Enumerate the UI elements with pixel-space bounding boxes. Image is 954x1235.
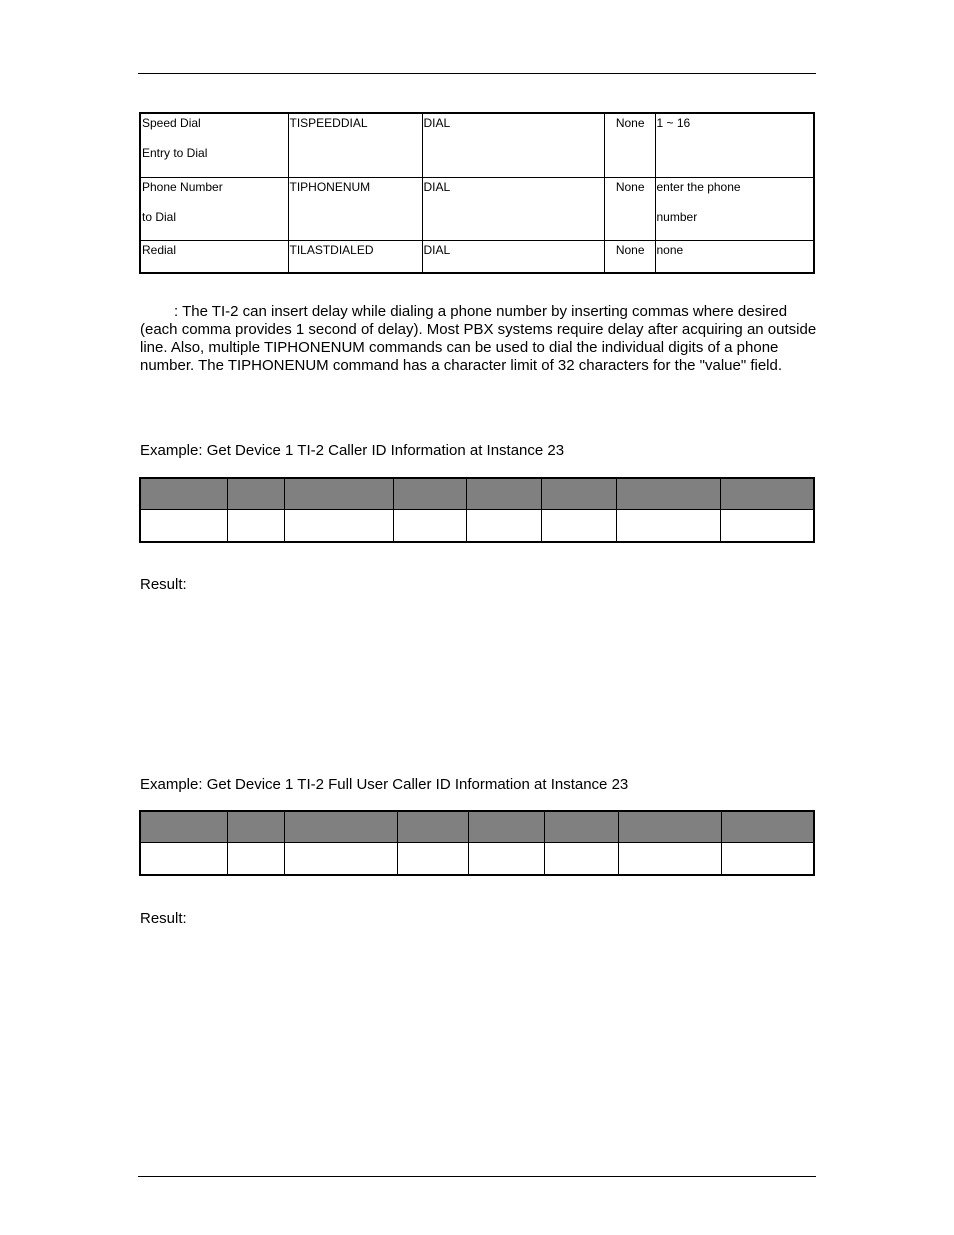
example2-result-label: Result: — [140, 910, 187, 927]
command-default-cell: None — [604, 113, 655, 177]
command-label-cell: Redial — [140, 240, 288, 273]
command-table — [139, 112, 815, 274]
grid-header-row — [140, 478, 814, 510]
command-name-cell: TISPEEDDIAL — [288, 113, 422, 177]
example2-command-grid — [139, 810, 815, 876]
command-name-cell: TILASTDIALED — [288, 240, 422, 273]
example2-caption: Example: Get Device 1 TI-2 Full User Caller ID Information at Instance 23 — [140, 776, 629, 793]
command-default-cell: None — [604, 240, 655, 273]
table-row — [140, 240, 814, 273]
grid-body-row — [140, 843, 814, 876]
example1-result-label: Result: — [140, 576, 187, 593]
command-type-cell: DIAL — [422, 240, 604, 273]
command-value-cell: none — [655, 240, 814, 273]
command-type-cell: DIAL — [422, 177, 604, 240]
command-value-cell: 1 ~ 16 — [655, 113, 814, 177]
grid-body-row — [140, 510, 814, 543]
command-label-cell: Phone Number to Dial — [140, 177, 288, 240]
command-type-cell: DIAL — [422, 113, 604, 177]
footer-rule — [138, 1176, 816, 1177]
command-label-cell: Speed Dial Entry to Dial — [140, 113, 288, 177]
command-value-cell: enter the phone number — [655, 177, 814, 240]
example1-caption: Example: Get Device 1 TI-2 Caller ID Information at Instance 23 — [140, 442, 565, 459]
example1-command-grid — [139, 477, 815, 543]
dialing-note: : The TI-2 can insert delay while dialing a phone number by inserting commas where desired (each comma provides 1 second of delay). Most PBX systems require delay after acquiring an outside line. Also, multiple TIPHONENUM commands can be used to dial the individual digits of a phone number. The TIPHONENUM command has a character limit of 32 characters for the "value" field. — [140, 303, 817, 374]
header-rule — [138, 73, 816, 74]
table-row — [140, 113, 814, 177]
table-row — [140, 177, 814, 240]
command-default-cell: None — [604, 177, 655, 240]
command-name-cell: TIPHONENUM — [288, 177, 422, 240]
grid-header-row — [140, 811, 814, 843]
